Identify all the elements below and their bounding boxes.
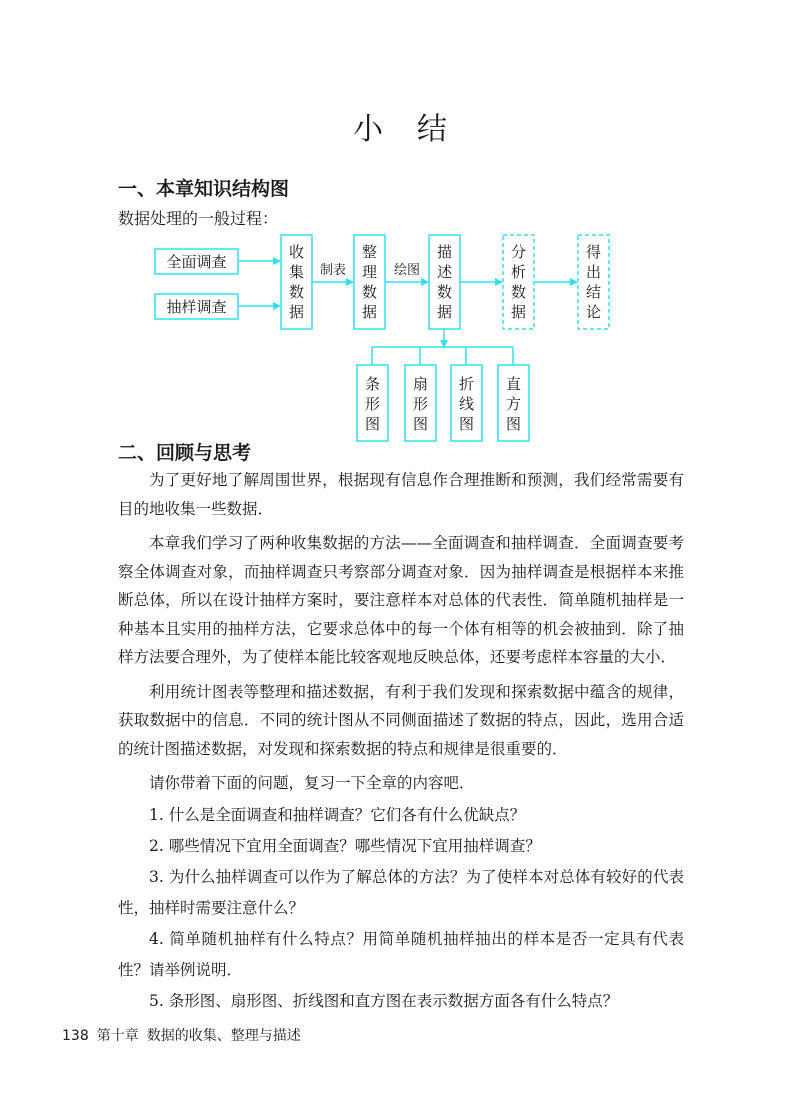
review-question: 4. 简单随机抽样有什么特点？用简单随机抽样抽出的样本是否一定具有代表性？请举例说明． [118,929,684,979]
describe-char: 描 [436,243,453,261]
pie-chart-char: 图 [412,415,429,433]
organize-char: 数 [361,283,378,301]
chapter-title: 数据的收集、整理与描述 [146,1028,301,1044]
edge-label-tabulate: 制表 [319,263,347,278]
paragraph: 请你带着下面的问题，复习一下全章的内容吧． [149,774,475,792]
collect-char: 据 [288,303,305,321]
conclude-char: 论 [585,303,602,321]
knowledge-structure-diagram [150,232,630,448]
page-title: 小结 [353,112,481,147]
conclude-char: 出 [585,263,602,281]
analyze-char: 分 [510,243,527,261]
histogram-char: 方 [505,395,522,413]
analyze-char: 数 [510,283,527,301]
line-chart-char: 图 [458,415,475,433]
chapter-number: 第十章 [96,1028,139,1044]
collect-char: 集 [288,263,305,281]
bar-chart-char: 形 [364,395,381,413]
section-heading-structure: 一、本章知识结构图 [118,178,290,200]
collect-char: 收 [288,243,305,261]
pie-chart-char: 形 [412,395,429,413]
organize-char: 整 [361,243,378,261]
section-heading-review: 二、回顾与思考 [118,442,252,464]
describe-char: 数 [436,283,453,301]
review-question: 1. 什么是全面调查和抽样调查？它们各有什么优缺点？ [149,805,526,824]
organize-char: 理 [361,263,378,281]
page-number: 138 [62,1028,89,1044]
organize-char: 据 [361,303,378,321]
edge-label-plot: 绘图 [393,263,421,278]
paragraph: 本章我们学习了两种收集数据的方法——全面调查和抽样调查．全面调查要考察全体调查对象，而抽样调查只考察部分调查对象．因为抽样调查是根据样本来推断总体，所以在设计抽样方案时，要注意样本对总体的代表性．简单随机抽样是一种基本且实用的抽样方法，它要求总体中的每一个体有相等的机会被抽到．除了抽样方法要合理外，为了使样本能比较客观地反映总体，还要考虑样本容量的大小． [118,534,684,666]
bar-chart-char: 图 [364,415,381,433]
analyze-char: 析 [510,263,527,281]
paragraph: 利用统计图表等整理和描述数据，有利于我们发现和探索数据中蕴含的规律，获取数据中的信息．不同的统计图从不同侧面描述了数据的特点，因此，选用合适的统计图描述数据，对发现和探索数据的特点和规律是很重要的． [118,682,684,758]
describe-char: 据 [436,303,453,321]
review-question: 3. 为什么抽样调查可以作为了解总体的方法？为了使样本对总体有较好的代表性，抽样时需要注意什么？ [118,867,684,917]
review-body [118,466,684,1017]
line-chart-char: 折 [458,375,475,393]
bar-chart-char: 条 [364,375,381,393]
line-chart-char: 线 [458,395,475,413]
histogram-char: 直 [505,375,522,393]
review-question: 5. 条形图、扇形图、折线图和直方图在表示数据方面各有什么特点？ [149,991,619,1010]
sample-survey-label: 抽样调查 [166,298,227,316]
describe-char: 述 [436,263,453,281]
analyze-char: 据 [510,303,527,321]
diagram-intro: 数据处理的一般过程： [118,209,279,228]
collect-char: 数 [288,283,305,301]
conclude-char: 得 [585,243,602,261]
histogram-char: 图 [505,415,522,433]
pie-chart-char: 扇 [412,375,429,393]
page-footer [62,1025,309,1045]
review-question: 2. 哪些情况下宜用全面调查？哪些情况下宜用抽样调查？ [149,836,541,855]
full-survey-label: 全面调查 [166,253,227,271]
paragraph: 为了更好地了解周围世界，根据现有信息作合理推断和预测，我们经常需要有目的地收集一些数据． [118,471,684,518]
conclude-char: 结 [585,283,602,301]
